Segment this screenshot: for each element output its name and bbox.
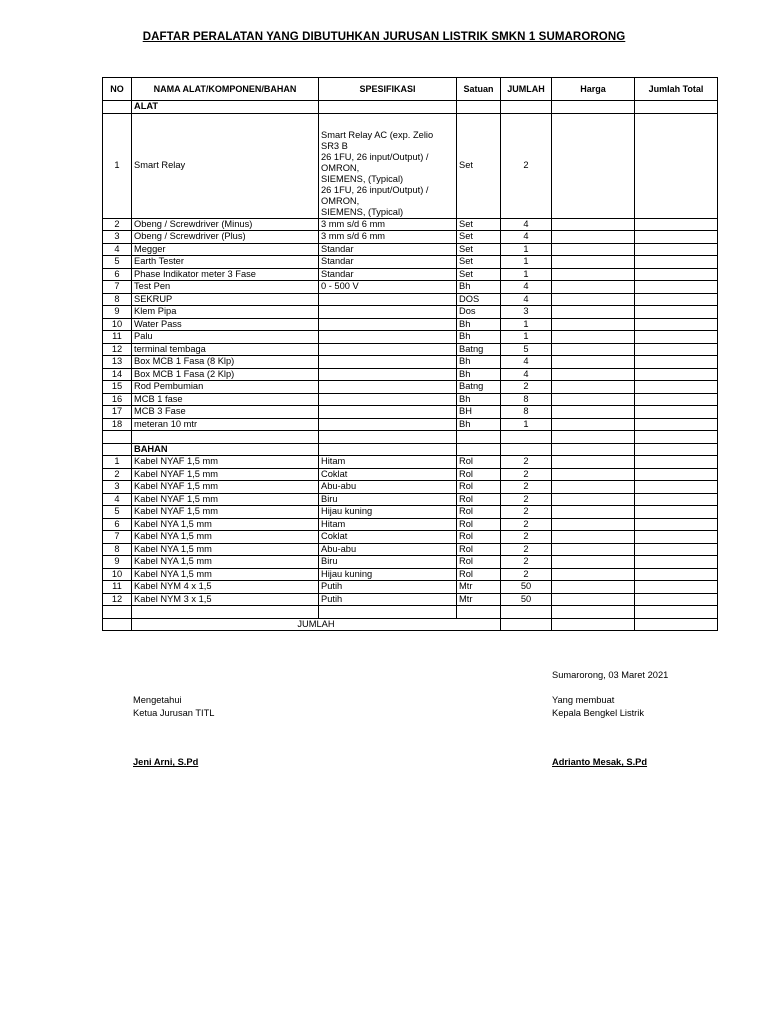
cell-satuan: Rol bbox=[457, 468, 501, 481]
section-row-alat bbox=[103, 101, 718, 114]
spec-line: SIEMENS, (Typical) bbox=[321, 173, 404, 184]
cell-satuan: Rol bbox=[457, 493, 501, 506]
cell-jumlah-total bbox=[635, 581, 718, 594]
cell-nama: Klem Pipa bbox=[132, 306, 319, 319]
cell-jumlah: 4 bbox=[501, 368, 552, 381]
cell-jumlah-total bbox=[635, 218, 718, 231]
cell-no: 12 bbox=[103, 343, 132, 356]
cell-nama: Phase Indikator meter 3 Fase bbox=[132, 268, 319, 281]
table-row bbox=[103, 356, 718, 369]
header-jumlah-total: Jumlah Total bbox=[635, 78, 718, 101]
cell-spesifikasi: Putih bbox=[319, 581, 457, 594]
cell-nama: Test Pen bbox=[132, 281, 319, 294]
cell-no: 7 bbox=[103, 531, 132, 544]
header-spesifikasi: SPESIFIKASI bbox=[319, 78, 457, 101]
section-label-bahan: BAHAN bbox=[132, 443, 319, 456]
cell-no: 12 bbox=[103, 593, 132, 606]
cell-no: 2 bbox=[103, 468, 132, 481]
cell-jumlah: 50 bbox=[501, 593, 552, 606]
right-role-line2: Kepala Bengkel Listrik bbox=[552, 708, 644, 718]
cell-nama: Kabel NYA 1,5 mm bbox=[132, 531, 319, 544]
cell-satuan: Batng bbox=[457, 381, 501, 394]
cell-spesifikasi: Biru bbox=[319, 556, 457, 569]
cell-no: 11 bbox=[103, 331, 132, 344]
cell-jumlah: 1 bbox=[501, 331, 552, 344]
cell-spesifikasi: Putih bbox=[319, 593, 457, 606]
cell-no: 8 bbox=[103, 543, 132, 556]
cell-jumlah-total bbox=[635, 368, 718, 381]
cell-jumlah: 2 bbox=[501, 518, 552, 531]
cell-satuan: Bh bbox=[457, 356, 501, 369]
cell-harga bbox=[552, 218, 635, 231]
cell-satuan: Set bbox=[457, 113, 501, 218]
cell-spesifikasi: Biru bbox=[319, 493, 457, 506]
cell-jumlah: 1 bbox=[501, 243, 552, 256]
cell-harga bbox=[552, 543, 635, 556]
cell-satuan: Set bbox=[457, 256, 501, 269]
cell-satuan: Rol bbox=[457, 568, 501, 581]
cell-satuan: Bh bbox=[457, 418, 501, 431]
cell-harga bbox=[552, 481, 635, 494]
cell-jumlah: 2 bbox=[501, 568, 552, 581]
cell-harga bbox=[552, 231, 635, 244]
cell-jumlah: 4 bbox=[501, 293, 552, 306]
cell-jumlah-total bbox=[635, 493, 718, 506]
spec-line: OMRON, bbox=[321, 162, 360, 173]
cell-jumlah-total bbox=[635, 593, 718, 606]
cell-spesifikasi bbox=[319, 418, 457, 431]
cell-nama: Box MCB 1 Fasa (8 Klp) bbox=[132, 356, 319, 369]
cell-harga bbox=[552, 356, 635, 369]
cell-jumlah-total bbox=[635, 243, 718, 256]
cell-jumlah-total bbox=[635, 393, 718, 406]
table-row bbox=[103, 406, 718, 419]
cell-nama: Kabel NYM 4 x 1,5 bbox=[132, 581, 319, 594]
cell-no: 5 bbox=[103, 256, 132, 269]
cell-spesifikasi bbox=[319, 306, 457, 319]
cell-no: 15 bbox=[103, 381, 132, 394]
cell-jumlah: 1 bbox=[501, 256, 552, 269]
empty-row bbox=[103, 606, 718, 619]
cell-spesifikasi: Hitam bbox=[319, 456, 457, 469]
cell-harga bbox=[552, 393, 635, 406]
cell-jumlah-total bbox=[635, 518, 718, 531]
cell-harga bbox=[552, 518, 635, 531]
cell-nama: Water Pass bbox=[132, 318, 319, 331]
cell-nama: MCB 3 Fase bbox=[132, 406, 319, 419]
section-row-bahan bbox=[103, 443, 718, 456]
cell-no: 14 bbox=[103, 368, 132, 381]
cell-jumlah-total bbox=[635, 268, 718, 281]
cell-harga bbox=[552, 568, 635, 581]
cell-spesifikasi bbox=[319, 406, 457, 419]
cell-no: 10 bbox=[103, 568, 132, 581]
cell-spesifikasi: Standar bbox=[319, 243, 457, 256]
cell-satuan: DOS bbox=[457, 293, 501, 306]
cell-satuan: Dos bbox=[457, 306, 501, 319]
cell-no: 17 bbox=[103, 406, 132, 419]
cell-nama: Smart Relay bbox=[132, 113, 319, 218]
cell-no: 4 bbox=[103, 243, 132, 256]
cell-jumlah: 3 bbox=[501, 306, 552, 319]
cell-no: 11 bbox=[103, 581, 132, 594]
cell-harga bbox=[552, 406, 635, 419]
cell-nama: Kabel NYA 1,5 mm bbox=[132, 543, 319, 556]
spec-line: OMRON, bbox=[321, 195, 360, 206]
cell-jumlah-total bbox=[635, 343, 718, 356]
total-row bbox=[103, 618, 718, 631]
cell-satuan: Set bbox=[457, 231, 501, 244]
cell-satuan: Bh bbox=[457, 331, 501, 344]
cell-satuan: Set bbox=[457, 243, 501, 256]
table-row bbox=[103, 593, 718, 606]
table-row bbox=[103, 343, 718, 356]
cell-nama: Kabel NYAF 1,5 mm bbox=[132, 481, 319, 494]
table-row bbox=[103, 568, 718, 581]
cell-nama: Kabel NYAF 1,5 mm bbox=[132, 468, 319, 481]
spec-line: 26 1FU, 26 input/Output) / bbox=[321, 184, 429, 195]
cell-spesifikasi bbox=[319, 343, 457, 356]
cell-jumlah: 2 bbox=[501, 531, 552, 544]
header-jumlah: JUMLAH bbox=[501, 78, 552, 101]
cell-satuan: Bh bbox=[457, 318, 501, 331]
cell-jumlah-total bbox=[635, 331, 718, 344]
cell-jumlah-total bbox=[635, 456, 718, 469]
cell-satuan: Set bbox=[457, 268, 501, 281]
cell-spesifikasi: Standar bbox=[319, 268, 457, 281]
spec-line: 26 1FU, 26 input/Output) / bbox=[321, 151, 429, 162]
cell-harga bbox=[552, 281, 635, 294]
cell-no: 18 bbox=[103, 418, 132, 431]
cell-spesifikasi bbox=[319, 356, 457, 369]
cell-jumlah: 4 bbox=[501, 231, 552, 244]
cell-spesifikasi bbox=[319, 318, 457, 331]
cell-satuan: Mtr bbox=[457, 593, 501, 606]
cell-harga bbox=[552, 331, 635, 344]
cell-no: 10 bbox=[103, 318, 132, 331]
cell-no: 3 bbox=[103, 481, 132, 494]
cell-satuan: Rol bbox=[457, 518, 501, 531]
cell-spesifikasi: Hitam bbox=[319, 518, 457, 531]
cell-nama: MCB 1 fase bbox=[132, 393, 319, 406]
cell-nama: Kabel NYA 1,5 mm bbox=[132, 568, 319, 581]
spec-line: Smart Relay AC (exp. Zelio bbox=[321, 129, 434, 140]
table-row bbox=[103, 456, 718, 469]
cell-satuan: Bh bbox=[457, 368, 501, 381]
cell-nama: Earth Tester bbox=[132, 256, 319, 269]
table-row bbox=[103, 243, 718, 256]
table-row bbox=[103, 556, 718, 569]
cell-spesifikasi bbox=[319, 381, 457, 394]
cell-harga bbox=[552, 256, 635, 269]
cell-jumlah-total bbox=[635, 418, 718, 431]
right-signatory: Adrianto Mesak, S.Pd bbox=[552, 757, 648, 767]
cell-no: 9 bbox=[103, 556, 132, 569]
table-row bbox=[103, 493, 718, 506]
cell-jumlah: 4 bbox=[501, 218, 552, 231]
cell-jumlah-total bbox=[635, 406, 718, 419]
cell-spesifikasi: Hijau kuning bbox=[319, 506, 457, 519]
table-row bbox=[103, 281, 718, 294]
table-row-smart-relay bbox=[103, 113, 718, 218]
cell-jumlah-total bbox=[635, 568, 718, 581]
table-row bbox=[103, 468, 718, 481]
cell-spesifikasi: Coklat bbox=[319, 531, 457, 544]
cell-satuan: Rol bbox=[457, 531, 501, 544]
table-row bbox=[103, 218, 718, 231]
cell-jumlah-total bbox=[635, 506, 718, 519]
cell-harga bbox=[552, 556, 635, 569]
empty-row bbox=[103, 431, 718, 444]
cell-nama: meteran 10 mtr bbox=[132, 418, 319, 431]
section-label-alat: ALAT bbox=[132, 101, 319, 114]
cell-nama: Kabel NYAF 1,5 mm bbox=[132, 493, 319, 506]
table-row bbox=[103, 581, 718, 594]
cell-satuan: Bh bbox=[457, 281, 501, 294]
cell-jumlah: 2 bbox=[501, 543, 552, 556]
table-row bbox=[103, 368, 718, 381]
cell-harga bbox=[552, 306, 635, 319]
cell-harga bbox=[552, 343, 635, 356]
cell-jumlah: 8 bbox=[501, 406, 552, 419]
table-row bbox=[103, 393, 718, 406]
cell-jumlah: 1 bbox=[501, 268, 552, 281]
cell-harga bbox=[552, 581, 635, 594]
cell-jumlah-total bbox=[635, 231, 718, 244]
cell-jumlah: 2 bbox=[501, 381, 552, 394]
cell-harga bbox=[552, 468, 635, 481]
header-nama: NAMA ALAT/KOMPONEN/BAHAN bbox=[132, 78, 319, 101]
cell-nama: Kabel NYAF 1,5 mm bbox=[132, 506, 319, 519]
cell-spesifikasi: Hijau kuning bbox=[319, 568, 457, 581]
cell-nama: Obeng / Screwdriver (Plus) bbox=[132, 231, 319, 244]
cell-spesifikasi: Abu-abu bbox=[319, 481, 457, 494]
cell-satuan: Set bbox=[457, 218, 501, 231]
table-row bbox=[103, 331, 718, 344]
cell-nama: Palu bbox=[132, 331, 319, 344]
cell-harga bbox=[552, 381, 635, 394]
table-row bbox=[103, 481, 718, 494]
cell-nama: Kabel NYM 3 x 1,5 bbox=[132, 593, 319, 606]
cell-harga bbox=[552, 368, 635, 381]
cell-spesifikasi: Coklat bbox=[319, 468, 457, 481]
table-row bbox=[103, 306, 718, 319]
cell-harga bbox=[552, 593, 635, 606]
cell-no: 1 bbox=[103, 113, 132, 218]
cell-harga bbox=[552, 506, 635, 519]
cell-no: 13 bbox=[103, 356, 132, 369]
cell-no: 2 bbox=[103, 218, 132, 231]
place-date: Sumarorong, 03 Maret 2021 bbox=[552, 670, 669, 680]
cell-harga bbox=[552, 318, 635, 331]
cell-nama: Kabel NYAF 1,5 mm bbox=[132, 456, 319, 469]
cell-satuan: Rol bbox=[457, 506, 501, 519]
cell-no: 6 bbox=[103, 518, 132, 531]
table-row bbox=[103, 293, 718, 306]
cell-jumlah: 1 bbox=[501, 418, 552, 431]
cell-satuan: Batng bbox=[457, 343, 501, 356]
cell-satuan: Rol bbox=[457, 481, 501, 494]
left-role-line2: Ketua Jurusan TITL bbox=[133, 708, 215, 718]
cell-nama: Kabel NYA 1,5 mm bbox=[132, 518, 319, 531]
cell-jumlah-total bbox=[635, 556, 718, 569]
header-no: NO bbox=[103, 78, 132, 101]
cell-no: 8 bbox=[103, 293, 132, 306]
table-row bbox=[103, 318, 718, 331]
cell-harga bbox=[552, 456, 635, 469]
cell-jumlah-total bbox=[635, 381, 718, 394]
cell-jumlah: 1 bbox=[501, 318, 552, 331]
cell-jumlah-total bbox=[635, 531, 718, 544]
cell-jumlah-total bbox=[635, 306, 718, 319]
cell-jumlah: 2 bbox=[501, 468, 552, 481]
cell-harga bbox=[552, 493, 635, 506]
cell-jumlah-total bbox=[635, 543, 718, 556]
header-harga: Harga bbox=[552, 78, 635, 101]
cell-jumlah-total bbox=[635, 293, 718, 306]
cell-no: 1 bbox=[103, 456, 132, 469]
cell-no: 3 bbox=[103, 231, 132, 244]
cell-satuan: BH bbox=[457, 406, 501, 419]
document-title: DAFTAR PERALATAN YANG DIBUTUHKAN JURUSAN LISTRIK SMKN 1 SUMARORONG bbox=[142, 31, 626, 43]
cell-harga bbox=[552, 268, 635, 281]
cell-spesifikasi bbox=[319, 293, 457, 306]
cell-satuan: Bh bbox=[457, 393, 501, 406]
table-row bbox=[103, 256, 718, 269]
cell-nama: terminal tembaga bbox=[132, 343, 319, 356]
cell-jumlah-total bbox=[635, 256, 718, 269]
spec-line: SIEMENS, (Typical) bbox=[321, 206, 404, 217]
cell-jumlah: 4 bbox=[501, 281, 552, 294]
table-row bbox=[103, 518, 718, 531]
header-satuan: Satuan bbox=[457, 78, 501, 101]
table-header-row bbox=[103, 78, 718, 101]
table-row bbox=[103, 418, 718, 431]
cell-jumlah: 2 bbox=[501, 481, 552, 494]
cell-jumlah: 2 bbox=[501, 556, 552, 569]
cell-spesifikasi: 3 mm s/d 6 mm bbox=[319, 218, 457, 231]
table-row bbox=[103, 531, 718, 544]
cell-jumlah: 8 bbox=[501, 393, 552, 406]
cell-nama: Box MCB 1 Fasa (2 Klp) bbox=[132, 368, 319, 381]
cell-nama: Megger bbox=[132, 243, 319, 256]
table-row bbox=[103, 231, 718, 244]
cell-satuan: Rol bbox=[457, 456, 501, 469]
cell-nama: Kabel NYA 1,5 mm bbox=[132, 556, 319, 569]
cell-spesifikasi: Standar bbox=[319, 256, 457, 269]
cell-satuan: Rol bbox=[457, 543, 501, 556]
table-row bbox=[103, 268, 718, 281]
cell-jumlah: 2 bbox=[501, 456, 552, 469]
cell-jumlah: 5 bbox=[501, 343, 552, 356]
spec-line: SR3 B bbox=[321, 140, 348, 151]
cell-satuan: Rol bbox=[457, 556, 501, 569]
cell-jumlah: 2 bbox=[501, 493, 552, 506]
cell-jumlah-total bbox=[635, 481, 718, 494]
cell-no: 16 bbox=[103, 393, 132, 406]
cell-no: 5 bbox=[103, 506, 132, 519]
left-role-line1: Mengetahui bbox=[133, 695, 182, 705]
cell-no: 7 bbox=[103, 281, 132, 294]
cell-no: 9 bbox=[103, 306, 132, 319]
cell-nama: Obeng / Screwdriver (Minus) bbox=[132, 218, 319, 231]
equipment-table bbox=[102, 77, 718, 631]
cell-satuan: Mtr bbox=[457, 581, 501, 594]
cell-spesifikasi bbox=[319, 113, 457, 218]
cell-harga bbox=[552, 243, 635, 256]
left-signatory: Jeni Arni, S.Pd bbox=[133, 757, 199, 767]
cell-spesifikasi: 3 mm s/d 6 mm bbox=[319, 231, 457, 244]
table-row bbox=[103, 381, 718, 394]
cell-jumlah: 2 bbox=[501, 113, 552, 218]
cell-jumlah-total bbox=[635, 318, 718, 331]
right-role-line1: Yang membuat bbox=[552, 695, 615, 705]
table-row bbox=[103, 506, 718, 519]
cell-jumlah-total bbox=[635, 468, 718, 481]
cell-jumlah-total bbox=[635, 281, 718, 294]
cell-spesifikasi bbox=[319, 368, 457, 381]
cell-spesifikasi bbox=[319, 393, 457, 406]
cell-no: 6 bbox=[103, 268, 132, 281]
cell-nama: SEKRUP bbox=[132, 293, 319, 306]
cell-jumlah: 2 bbox=[501, 506, 552, 519]
cell-jumlah-total bbox=[635, 356, 718, 369]
cell-spesifikasi: 0 - 500 V bbox=[319, 281, 457, 294]
cell-nama: Rod Pembumian bbox=[132, 381, 319, 394]
cell-harga bbox=[552, 418, 635, 431]
cell-jumlah: 4 bbox=[501, 356, 552, 369]
cell-spesifikasi: Abu-abu bbox=[319, 543, 457, 556]
cell-harga bbox=[552, 531, 635, 544]
table-row bbox=[103, 543, 718, 556]
cell-no: 4 bbox=[103, 493, 132, 506]
cell-spesifikasi bbox=[319, 331, 457, 344]
total-label: JUMLAH bbox=[132, 618, 501, 631]
cell-harga bbox=[552, 293, 635, 306]
cell-jumlah: 50 bbox=[501, 581, 552, 594]
